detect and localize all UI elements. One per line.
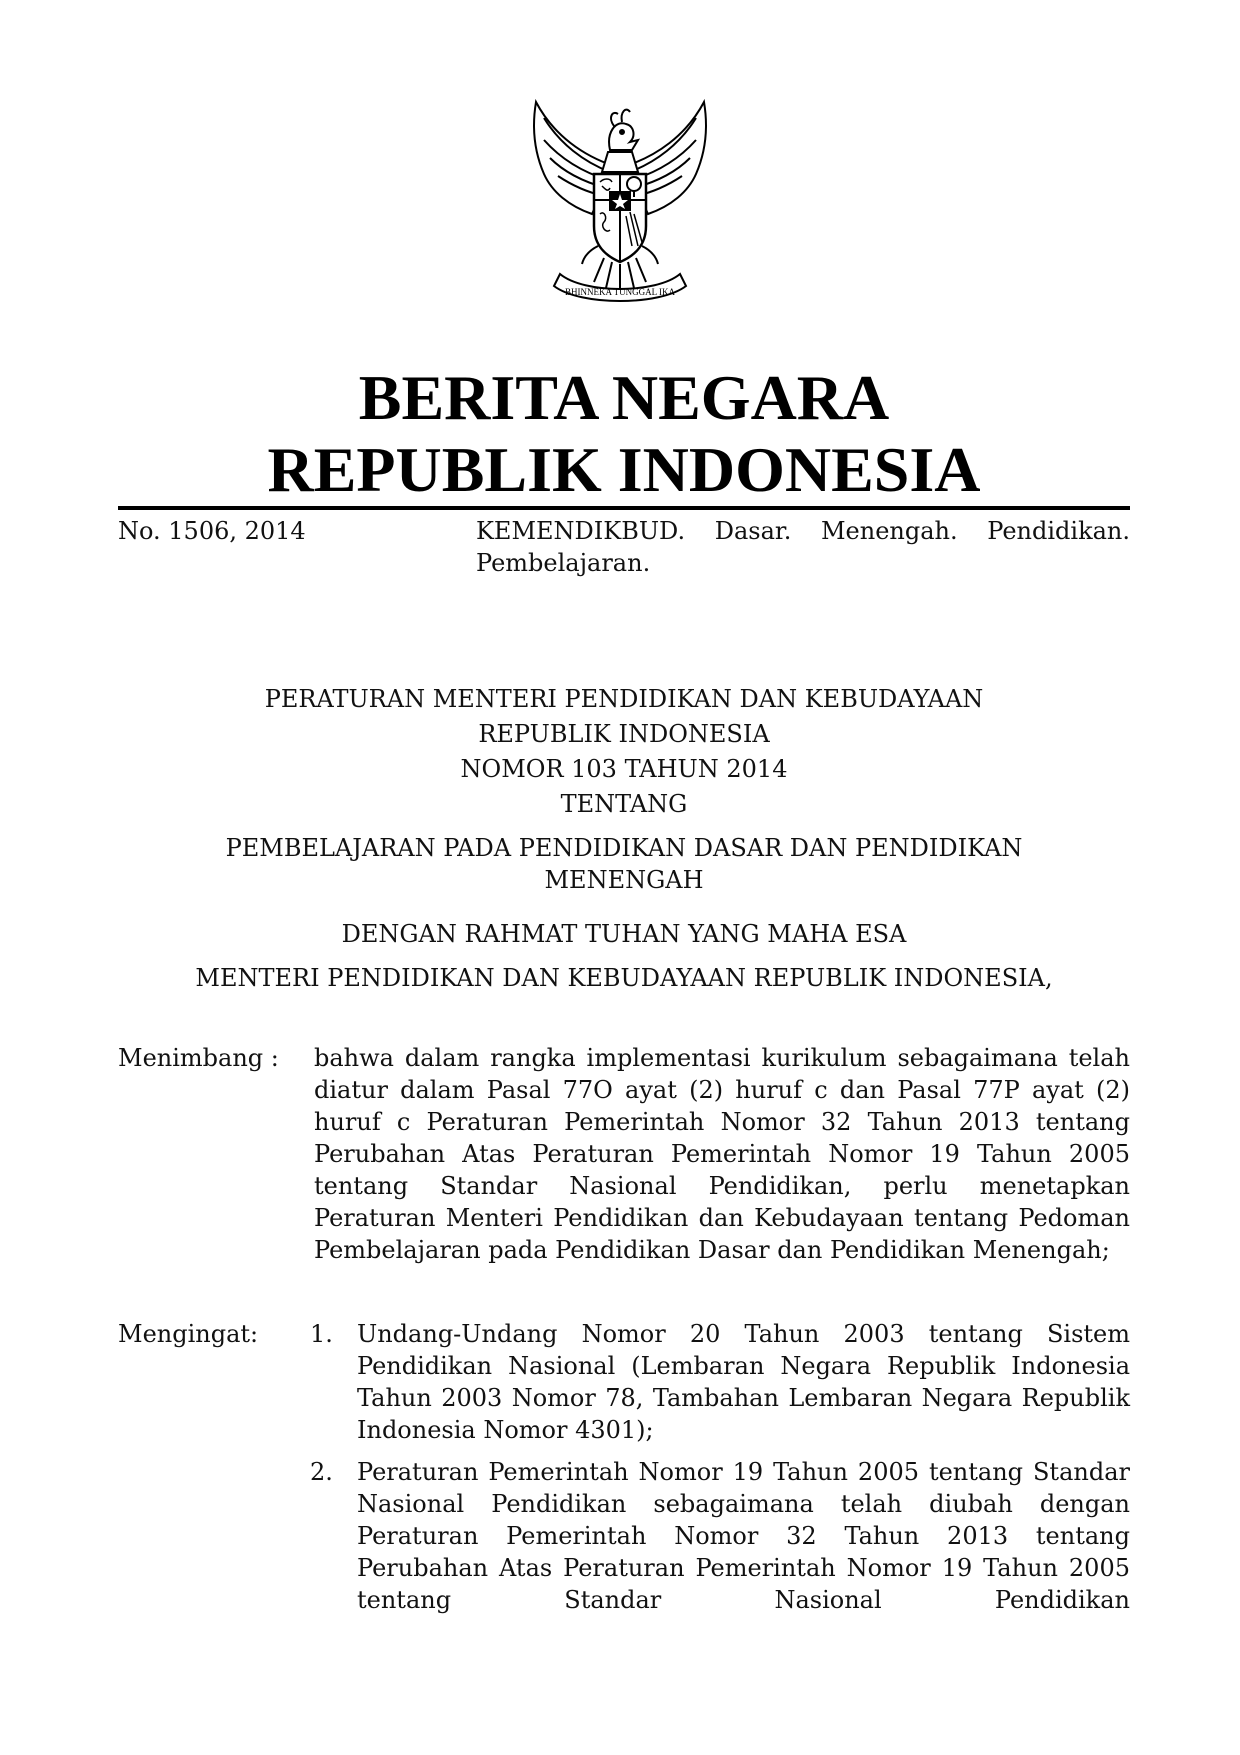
opening-phrase: DENGAN RAHMAT TUHAN YANG MAHA ESA bbox=[341, 920, 907, 948]
mengingat-item-1-number: 1. bbox=[310, 1320, 333, 1348]
mengingat-item-2-number: 2. bbox=[310, 1458, 333, 1486]
regulation-tentang: TENTANG bbox=[560, 790, 688, 818]
mengingat-item-1-text: Undang-Undang Nomor 20 Tahun 2003 tentang Sistem Pendidikan Nasional (Lembaran Negara Republik Indonesia Tahun 2003 Nomor 78, Tambahan Lembaran Negara Republik Indonesia Nomor 4301); bbox=[357, 1320, 1130, 1444]
issuer-line: MENTERI PENDIDIKAN DAN KEBUDAYAAN REPUBLIK INDONESIA, bbox=[195, 964, 1053, 992]
regulation-subject-line-1: PEMBELAJARAN PADA PENDIDIKAN DASAR DAN PENDIDIKAN bbox=[225, 834, 1023, 862]
menimbang-text: bahwa dalam rangka implementasi kurikulum sebagaimana telah diatur dalam Pasal 77O ayat (2) huruf c dan Pasal 77P ayat (2) huruf c Peraturan Pemerintah Nomor 32 Tahun 2013 tentang Perubahan Atas Peraturan Pemerintah Nomor 19 Tahun 2005 tentang Standar Nasional Pendidikan, perlu menetapkan Peraturan Menteri Pendidikan dan Kebudayaan tentang Pedoman Pembelajaran pada Pendidikan Dasar dan Pendidikan Menengah; bbox=[314, 1044, 1130, 1264]
masthead-line-2: REPUBLIK INDONESIA bbox=[267, 434, 981, 505]
svg-text:BHINNEKA TUNGGAL IKA: BHINNEKA TUNGGAL IKA bbox=[565, 287, 675, 297]
issue-subject: KEMENDIKBUD. Dasar. Menengah. Pendidikan. Pembelajaran. bbox=[476, 517, 1130, 577]
regulation-title-line-1: PERATURAN MENTERI PENDIDIKAN DAN KEBUDAYAAN bbox=[264, 685, 984, 713]
issue-number: No. 1506, 2014 bbox=[118, 517, 306, 545]
garuda-emblem-icon bbox=[514, 96, 726, 308]
regulation-subject-line-2: MENENGAH bbox=[544, 866, 704, 894]
menimbang-label: Menimbang : bbox=[118, 1044, 279, 1072]
masthead-line-1: BERITA NEGARA bbox=[358, 362, 890, 433]
regulation-title-line-2: REPUBLIK INDONESIA bbox=[478, 720, 770, 748]
mengingat-label: Mengingat: bbox=[118, 1320, 259, 1348]
mengingat-item-2-text: Peraturan Pemerintah Nomor 19 Tahun 2005 tentang Standar Nasional Pendidikan sebagaimana telah diubah dengan Peraturan Pemerintah Nomor 32 Tahun 2013 tentang Perubahan Atas Peraturan Pemerintah Nomor 19 Tahun 2005 tentang Standar Nasional Pendidikan bbox=[357, 1458, 1130, 1614]
regulation-number: NOMOR 103 TAHUN 2014 bbox=[460, 755, 788, 783]
masthead-divider bbox=[118, 506, 1130, 510]
